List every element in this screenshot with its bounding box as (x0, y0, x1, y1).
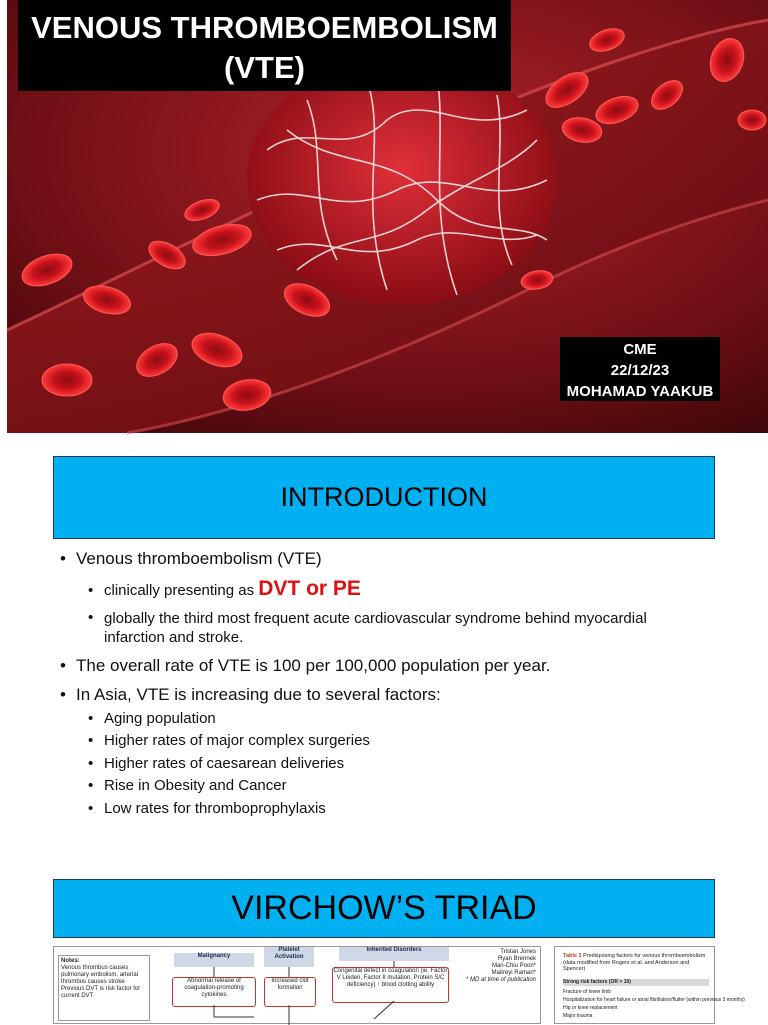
bullet-asia: • In Asia, VTE is increasing due to several factors: (60, 685, 441, 704)
factor-item: • Rise in Obesity and Cancer (88, 777, 287, 794)
title-line-2: (VTE) (224, 50, 305, 85)
factor-item: • Higher rates of caesarean deliveries (88, 755, 345, 772)
author: Maitreyi Raman* (491, 970, 536, 976)
bullet-third-most-frequent: • globally the third most frequent acute cardiovascular syndrome behind myocardial infarction and stroke. (88, 609, 694, 647)
platelet-box: Platelet Activation (264, 947, 314, 967)
table-row: Fracture of lower limb (563, 989, 612, 995)
bullet-overall-rate-text: The overall rate of VTE is 100 per 100,000 population per year. (76, 656, 551, 675)
virchows-triad-header: VIRCHOW’S TRIAD (53, 879, 715, 938)
bullet-presenting: • clinically presenting as DVT or PE (88, 577, 361, 600)
predisposing-factors-table (554, 946, 745, 1024)
table-caption (563, 953, 713, 973)
bullet-vte: • Venous thromboembolism (VTE) (60, 549, 322, 568)
bullet-presenting-text: clinically presenting as (104, 582, 255, 599)
author-note: * MD at time of publication (465, 977, 536, 983)
author: Man-Chiu Poon* (491, 963, 536, 969)
title-line-1: VENOUS THROMBOEMBOLISM (31, 10, 498, 45)
factor-item: • Higher rates of major complex surgeries (88, 732, 370, 749)
authors-list (464, 949, 536, 984)
malignancy-box: Malignancy (174, 953, 254, 967)
author: Tristan Jones (500, 949, 536, 955)
factor-text: Higher rates of caesarean deliveries (104, 755, 345, 772)
table-caption-label: Table 3 (563, 953, 582, 959)
inherited-box: Inherited Disorders (339, 947, 449, 961)
info-presenter: MOHAMAD YAAKUB (566, 383, 714, 400)
factor-text: Rise in Obesity and Cancer (104, 777, 287, 794)
congenital-defect-box: Congenital defect in coagulation (ie. Factor V Leiden, Factor II mutation, Protein S/C deficiency) ↑ blood clotting ability (332, 967, 449, 1003)
table-row: Hospitalization for heart failure or atrial fibrillation/flutter (within previous 3 months) (563, 997, 745, 1003)
notes-title: Notes: (61, 958, 80, 964)
note-item: Venous thrombus causes pulmonary embolism, arterial thrombus causes stroke (61, 965, 139, 985)
table-row: Major trauma (563, 1013, 593, 1019)
triad-diagram (53, 946, 541, 1024)
factor-text: Higher rates of major complex surgeries (104, 732, 370, 749)
bullet-asia-text: In Asia, VTE is increasing due to several factors: (76, 685, 441, 704)
info-cme: CME (623, 341, 657, 358)
factor-text: Aging population (104, 710, 216, 727)
bullet-overall-rate: • The overall rate of VTE is 100 per 100,000 population per year. (60, 656, 551, 675)
dvt-pe-emphasis: DVT or PE (258, 577, 361, 600)
table-row: Hip or knee replacement (563, 1005, 618, 1011)
bullet-third-most-frequent-text: globally the third most frequent acute cardiovascular syndrome behind myocardial infarction and stroke. (104, 610, 647, 646)
introduction-header: INTRODUCTION (53, 456, 715, 539)
bullet-vte-text: Venous thromboembolism (VTE) (76, 549, 322, 568)
table-header-row: Strong risk factors (OR > 10) (563, 979, 709, 986)
presentation-info (560, 337, 720, 401)
table-body (563, 988, 745, 1020)
info-date: 22/12/23 (610, 362, 670, 379)
slide-title (18, 0, 511, 91)
increased-clot-box: Increased clot formation (264, 977, 316, 1007)
factor-text: Low rates for thromboprophylaxis (104, 800, 326, 817)
abnormal-release-box: Abnormal release of coagulation-promoting cytokines (172, 977, 256, 1007)
factor-item: • Low rates for thromboprophylaxis (88, 800, 326, 817)
note-item: Previous DVT is risk factor for current DVT (61, 986, 141, 999)
factor-item: • Aging population (88, 710, 216, 727)
table-caption-text: Predisposing factors for venous thromboembolism (data modified from Rogers et al. and Anderson and Spencer) (563, 953, 706, 972)
author: Ryan Brennek (497, 956, 536, 962)
